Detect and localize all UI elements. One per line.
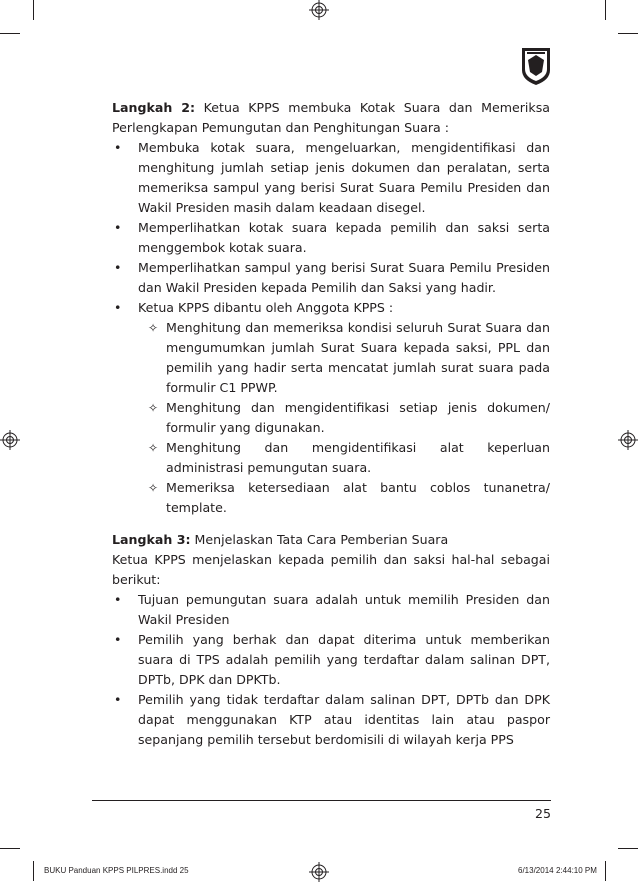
list-item: • Memperlihatkan sampul yang berisi Surat Suara Pemilu Presiden dan Wakil Presiden kepada Pemilih dan Saksi yang hadir. xyxy=(114,260,550,295)
slug-time: 2:44:10 PM xyxy=(556,866,597,875)
crop-mark-icon xyxy=(0,848,20,849)
registration-mark-icon xyxy=(309,862,329,882)
sub-list-item: ✧ Menghitung dan mengidentifikasi alat keperluan administrasi pemungutan suara. xyxy=(148,440,550,475)
sub-list-item: ✧ Memeriksa ketersediaan alat bantu coblos tunanetra/ template. xyxy=(148,480,550,515)
crop-mark-icon xyxy=(605,861,606,881)
list-item: • Pemilih yang berhak dan dapat diterima untuk memberikan suara di TPS adalah pemilih yang terdaftar dalam salinan DPT, DPTb, DPK dan DPKTb. xyxy=(114,632,550,687)
crop-mark-icon xyxy=(33,0,34,20)
registration-mark-icon xyxy=(618,430,638,450)
step-heading: Langkah 3: Menjelaskan Tata Cara Pemberian Suara xyxy=(112,532,449,547)
slug-date: 6/13/2014 xyxy=(518,866,554,875)
list-item: • Memperlihatkan kotak suara kepada pemilih dan saksi serta menggembok kotak suara. xyxy=(114,220,550,255)
crop-mark-icon xyxy=(618,33,638,34)
step-intro: Ketua KPPS menjelaskan kepada pemilih dan saksi hal-hal sebagai berikut: xyxy=(112,552,550,587)
page-number: 25 xyxy=(534,806,551,821)
crop-mark-icon xyxy=(618,848,638,849)
step-heading: Langkah 2: Ketua KPPS membuka Kotak Suara dan Memeriksa Perlengkapan Pemungutan dan Penghitungan Suara : xyxy=(112,100,550,135)
page-body xyxy=(112,98,550,750)
registration-mark-icon xyxy=(0,430,20,450)
list-item: • Tujuan pemungutan suara adalah untuk memilih Presiden dan Wakil Presiden xyxy=(114,592,550,627)
sub-list-item: ✧ Menghitung dan memeriksa kondisi seluruh Surat Suara dan mengumumkan jumlah Surat Suara kepada saksi, PPL dan pemilih yang hadir serta mencatat jumlah surat suara pada formulir C1 PPWP. xyxy=(148,320,550,395)
logo-emblem-icon xyxy=(519,46,553,86)
list-item: • Membuka kotak suara, mengeluarkan, mengidentifikasi dan menghitung jumlah setiap jenis dokumen dan peralatan, serta memeriksa sampul yang berisi Surat Suara Pemilu Presiden dan Wakil Presiden masih dalam keadaan disegel. xyxy=(114,140,550,215)
list-item: • Pemilih yang tidak terdaftar dalam salinan DPT, DPTb dan DPK dapat menggunakan KTP atau identitas lain atau paspor sepanjang pemilih tersebut berdomisili di wilayah kerja PPS xyxy=(114,692,550,747)
slug-file: BUKU Panduan KPPS PILPRES.indd 25 xyxy=(44,866,189,875)
list-item: • Ketua KPPS dibantu oleh Anggota KPPS : xyxy=(114,300,394,315)
crop-mark-icon xyxy=(605,0,606,20)
crop-mark-icon xyxy=(33,861,34,881)
footer-rule xyxy=(92,800,551,801)
registration-mark-icon xyxy=(309,0,329,20)
sub-list-item: ✧ Menghitung dan mengidentifikasi setiap jenis dokumen/ formulir yang digunakan. xyxy=(148,400,550,435)
crop-mark-icon xyxy=(0,33,20,34)
